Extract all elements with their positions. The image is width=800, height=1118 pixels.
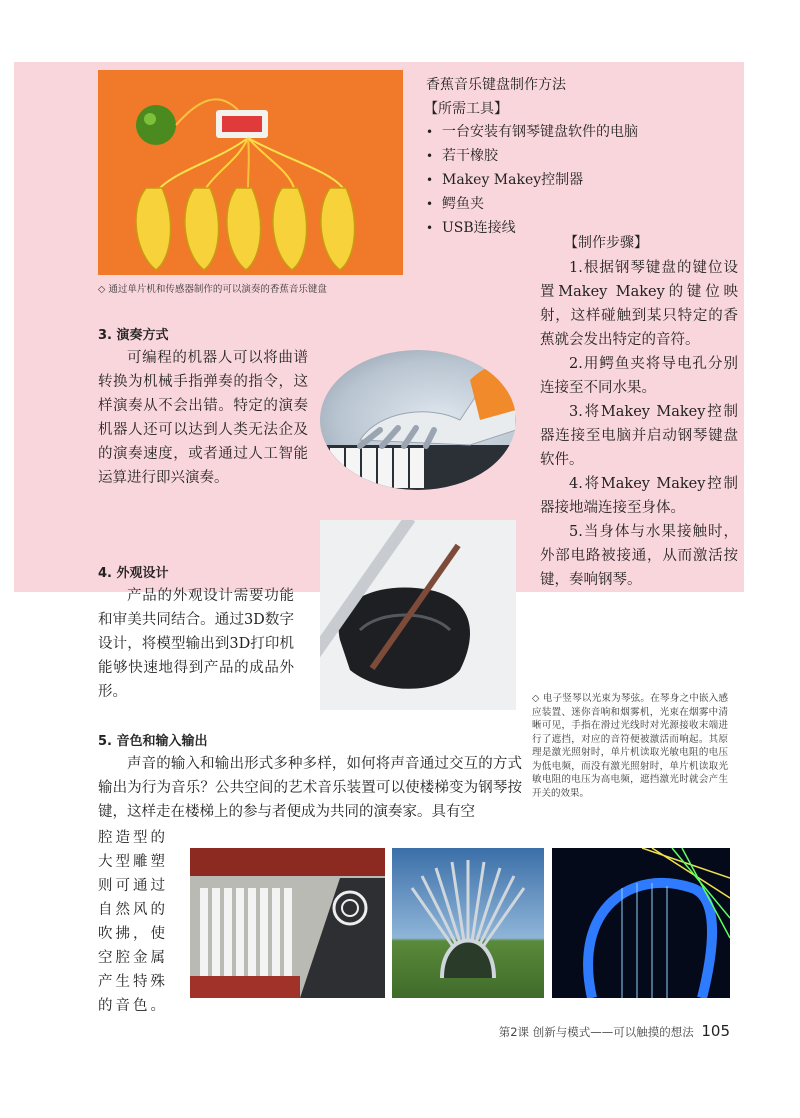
list-item: • 若干橡胶 <box>426 148 498 164</box>
page-number: 105 <box>701 1022 730 1040</box>
section-3-text: 可编程的机器人可以将曲谱转换为机械手指弹奏的指令，这样演奏从不会出错。特定的演奏机器人还可以达到人类无法企及的演奏速度，或者通过人工智能运算进行即兴演奏。 <box>98 350 308 486</box>
laser-harp-caption: ◇ 电子竖琴以光束为琴弦。在琴身之中嵌入感应装置、迷你音响和烟雾机，光束在烟雾中清晰可见，手指在滑过光线时对光源接收末端进行了遮挡，对应的音符便被激活而响起。其原理是激光照射时，单片机读取光敏电阻的电压为低电频，而没有激光照射时，单片机读取光敏电阻的电压为高电频，遮挡激光时就会产生开关的效果。 <box>532 693 728 799</box>
page-footer <box>499 1022 730 1040</box>
banana-keyboard-photo <box>98 70 403 275</box>
section-4-title: 4. 外观设计 <box>98 566 169 581</box>
robot-hand-photo <box>320 350 516 490</box>
banana-caption: ◇ 通过单片机和传感器制作的可以演奏的香蕉音乐键盘 <box>98 284 327 295</box>
step-item: 5.当身体与水果接触时，外部电路被接通，从而激活按键，奏响钢琴。 <box>540 524 738 588</box>
step-item: 2.用鳄鱼夹将导电孔分别连接至不同水果。 <box>540 356 738 396</box>
tools-list <box>426 120 638 240</box>
laser-harp-photo <box>552 848 730 998</box>
method-title: 香蕉音乐键盘制作方法 <box>426 77 566 93</box>
steps-heading: 【制作步骤】 <box>564 235 648 251</box>
tools-heading: 【所需工具】 <box>424 101 508 117</box>
steps-list <box>540 256 738 592</box>
section-5-title: 5. 音色和输入输出 <box>98 734 208 749</box>
section-5-narrow-text: 腔造型的 大型雕塑 则可通过 自然风的 吹拂，使 空腔金属 产生特殊 的音色。 <box>98 830 168 1014</box>
section-4-text: 产品的外观设计需要功能和审美共同结合。通过3D数字设计，将模型输出到3D打印机能够快速地得到产品的成品外形。 <box>98 588 294 700</box>
list-item: • Makey Makey控制器 <box>426 172 584 188</box>
section-5-text: 声音的输入和输出形式多种多样，如何将声音通过交互的方式输出为行为音乐？公共空间的艺术音乐装置可以使楼梯变为钢琴按键，这样走在楼梯上的参与者便成为共同的演奏家。具有空 <box>98 756 522 820</box>
step-item: 1.根据钢琴键盘的键位设置Makey Makey的键位映射，这样碰触到某只特定的香蕉就会发出特定的音符。 <box>540 260 738 348</box>
section-3-title: 3. 演奏方式 <box>98 328 169 343</box>
3d-printed-instrument-photo <box>320 520 516 710</box>
list-item: • 鳄鱼夹 <box>426 196 484 212</box>
lesson-title: 第2课 创新与模式——可以触摸的想法 <box>498 1025 694 1039</box>
step-item: 4.将Makey Makey控制器接地端连接至身体。 <box>540 476 738 516</box>
wind-harp-sculpture-photo <box>392 848 544 998</box>
list-item: • USB连接线 <box>426 220 516 236</box>
piano-stairs-photo <box>190 848 385 998</box>
list-item: • 一台安装有钢琴键盘软件的电脑 <box>426 124 638 140</box>
step-item: 3.将Makey Makey控制器连接至电脑并启动钢琴键盘软件。 <box>540 404 738 468</box>
